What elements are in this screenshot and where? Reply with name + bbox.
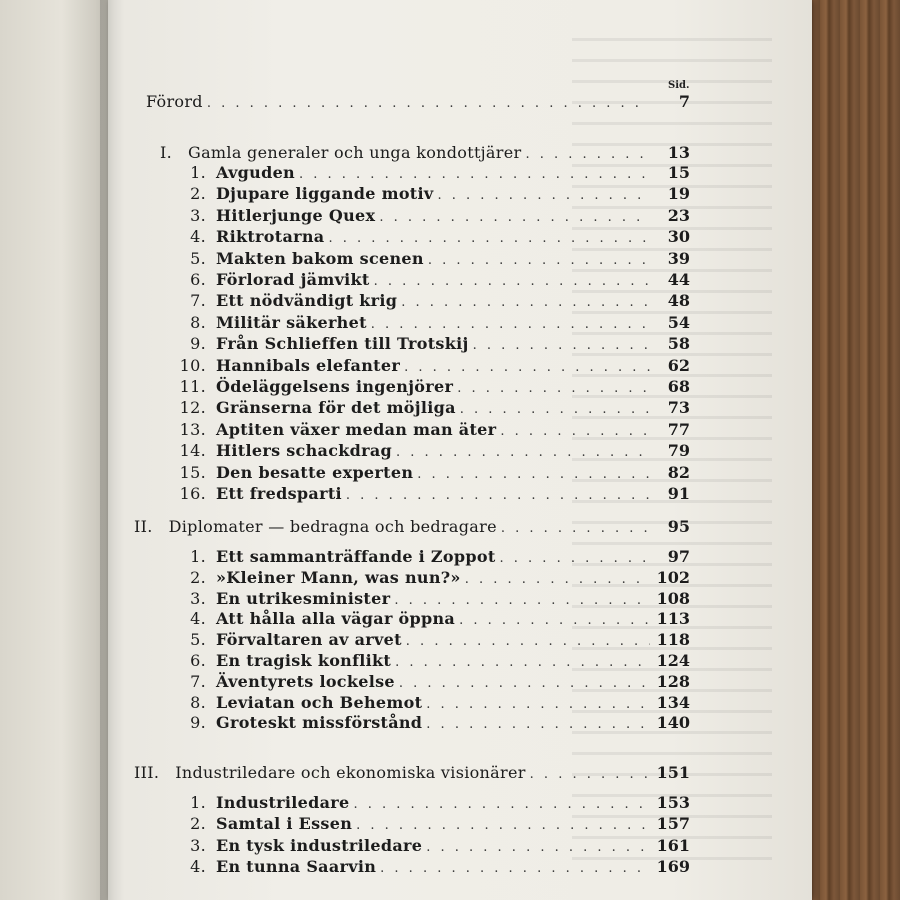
dot-leader	[346, 487, 650, 505]
dot-leader	[530, 766, 650, 784]
chapter-title: Ett fredsparti	[216, 484, 342, 503]
part-numeral: III.	[134, 763, 160, 782]
dot-leader	[417, 466, 650, 484]
page-number: 54	[667, 313, 690, 332]
page-number: 102	[656, 568, 690, 587]
toc-entry	[154, 228, 690, 248]
chapter-number: 3.	[190, 206, 206, 225]
chapter-title: Aptiten växer medan man äter	[216, 420, 497, 439]
toc-entry	[154, 485, 690, 505]
dot-leader	[395, 654, 650, 672]
page-number: 39	[667, 249, 690, 268]
chapter-number: 8.	[190, 313, 206, 332]
dot-leader	[428, 252, 650, 270]
dot-leader	[328, 230, 650, 248]
chapter-title: »Kleiner Mann, was nun?»	[216, 568, 461, 587]
page-column-label: Sid.	[668, 80, 690, 91]
chapter-number: 4.	[190, 227, 206, 246]
dot-leader	[460, 401, 650, 419]
toc-section	[134, 764, 690, 784]
chapter-title: En tragisk konflikt	[216, 651, 392, 670]
chapter-title: Djupare liggande motiv	[216, 184, 434, 203]
dot-leader	[406, 633, 650, 651]
chapter-number: 5.	[190, 630, 206, 649]
chapter-number: 12.	[179, 398, 206, 417]
toc-entry	[154, 794, 690, 814]
dot-leader	[374, 273, 650, 291]
chapter-title: Samtal i Essen	[216, 814, 353, 833]
chapter-number: 2.	[190, 814, 206, 833]
chapter-title: Avguden	[216, 163, 295, 182]
chapter-title: Riktrotarna	[216, 227, 325, 246]
chapter-title: Förvaltaren av arvet	[216, 630, 402, 649]
chapter-title: Militär säkerhet	[216, 313, 367, 332]
dot-leader	[473, 337, 650, 355]
toc-section	[134, 518, 690, 538]
page-number: 161	[656, 836, 690, 855]
part-title: Gamla generaler och unga kondottjärer	[188, 143, 522, 162]
chapter-number: 9.	[190, 713, 206, 732]
chapter-title: Makten bakom scenen	[216, 249, 424, 268]
chapter-title: Den besatte experten	[216, 463, 414, 482]
chapter-number: 1.	[190, 547, 206, 566]
dot-leader	[457, 380, 650, 398]
chapter-title: Groteskt missförstånd	[216, 713, 423, 732]
chapter-title: En tysk industriledare	[216, 836, 423, 855]
left-page-edge	[0, 0, 112, 900]
book-gutter	[100, 0, 124, 900]
dot-leader	[500, 550, 650, 568]
toc-entry	[154, 714, 690, 734]
chapter-title: Äventyrets lockelse	[216, 672, 395, 691]
chapter-title: Att hålla alla vägar öppna	[216, 609, 456, 628]
page-number: 108	[656, 589, 690, 608]
dot-leader	[525, 146, 650, 164]
chapter-title: Leviatan och Behemot	[216, 693, 423, 712]
part-numeral: II.	[134, 517, 153, 536]
page-number: 44	[667, 270, 690, 289]
toc-entry	[154, 569, 690, 589]
page-number: 13	[667, 143, 690, 162]
chapter-number: 7.	[190, 672, 206, 691]
toc-entry	[154, 399, 690, 419]
dot-leader	[404, 359, 650, 377]
toc-entry	[154, 590, 690, 610]
toc-preface	[146, 93, 690, 113]
toc-section	[160, 144, 690, 164]
page-number: 19	[667, 184, 690, 203]
chapter-number: 1.	[190, 163, 206, 182]
page-number: 113	[656, 609, 690, 628]
page-number: 118	[656, 630, 690, 649]
page-number: 157	[656, 814, 690, 833]
toc-entry	[154, 357, 690, 377]
part-title: Förord	[146, 92, 203, 111]
dot-leader	[396, 444, 650, 462]
toc-entry	[154, 694, 690, 714]
page-number: 140	[656, 713, 690, 732]
page-number: 68	[667, 377, 690, 396]
toc-entry	[154, 610, 690, 630]
dot-leader	[371, 316, 650, 334]
page-number: 58	[667, 334, 690, 353]
dot-leader	[394, 592, 650, 610]
chapter-title: En utrikesminister	[216, 589, 391, 608]
dot-leader	[465, 571, 650, 589]
page-number: 62	[667, 356, 690, 375]
dot-leader	[299, 166, 650, 184]
chapter-number: 4.	[190, 609, 206, 628]
chapter-title: Hannibals elefanter	[216, 356, 401, 375]
dot-leader	[459, 612, 650, 630]
chapter-number: 2.	[190, 568, 206, 587]
dot-leader	[500, 423, 650, 441]
dot-leader	[426, 839, 650, 857]
dot-leader	[501, 520, 650, 538]
toc-entry	[154, 652, 690, 672]
chapter-number: 5.	[190, 249, 206, 268]
toc-entry	[154, 464, 690, 484]
toc-entry	[154, 837, 690, 857]
toc-entry	[154, 631, 690, 651]
chapter-number: 2.	[190, 184, 206, 203]
page-number: 97	[667, 547, 690, 566]
dot-leader	[207, 95, 650, 113]
chapter-title: Förlorad jämvikt	[216, 270, 370, 289]
page-number: 77	[667, 420, 690, 439]
page-number: 79	[667, 441, 690, 460]
chapter-number: 11.	[179, 377, 206, 396]
chapter-number: 13.	[179, 420, 206, 439]
toc-entry	[154, 207, 690, 227]
wooden-table	[800, 0, 900, 900]
chapter-title: En tunna Saarvin	[216, 857, 377, 876]
toc-entry	[154, 292, 690, 312]
chapter-title: Hitlers schackdrag	[216, 441, 393, 460]
chapter-number: 14.	[179, 441, 206, 460]
chapter-number: 8.	[190, 693, 206, 712]
page-number: 48	[667, 291, 690, 310]
dot-leader	[380, 860, 650, 878]
table-of-contents	[134, 0, 691, 900]
chapter-number: 3.	[190, 836, 206, 855]
page-number: 134	[656, 693, 690, 712]
page-number: 128	[656, 672, 690, 691]
chapter-title: Hitlerjunge Quex	[216, 206, 376, 225]
chapter-number: 7.	[190, 291, 206, 310]
page-number: 91	[667, 484, 690, 503]
toc-entry	[154, 673, 690, 693]
toc-entry	[154, 335, 690, 355]
chapter-number: 1.	[190, 793, 206, 812]
chapter-number: 6.	[190, 270, 206, 289]
chapter-title: Ett sammanträffande i Zoppot	[216, 547, 496, 566]
part-numeral: I.	[160, 143, 173, 162]
toc-entry	[154, 314, 690, 334]
dot-leader	[353, 796, 650, 814]
toc-entry	[154, 164, 690, 184]
part-title: Industriledare och ekonomiska visionärer	[175, 763, 526, 782]
page-number: 124	[656, 651, 690, 670]
toc-entry	[154, 250, 690, 270]
dot-leader	[356, 817, 650, 835]
dot-leader	[401, 294, 650, 312]
toc-entry	[154, 378, 690, 398]
chapter-number: 9.	[190, 334, 206, 353]
page-number: 82	[667, 463, 690, 482]
chapter-number: 15.	[179, 463, 206, 482]
dot-leader	[437, 187, 650, 205]
chapter-title: Ett nödvändigt krig	[216, 291, 398, 310]
page-number: 73	[667, 398, 690, 417]
dot-leader	[426, 696, 650, 714]
page-number: 151	[656, 763, 690, 782]
toc-entry	[154, 548, 690, 568]
page-number: 7	[678, 92, 690, 111]
page-number: 30	[667, 227, 690, 246]
chapter-number: 4.	[190, 857, 206, 876]
toc-entry	[154, 421, 690, 441]
chapter-title: Från Schlieffen till Trotskij	[216, 334, 469, 353]
toc-entry	[154, 815, 690, 835]
chapter-number: 16.	[179, 484, 206, 503]
chapter-title: Ödeläggelsens ingenjörer	[216, 377, 454, 396]
chapter-title: Industriledare	[216, 793, 350, 812]
part-title: Diplomater — bedragna och bedragare	[168, 517, 497, 536]
page-number: 23	[667, 206, 690, 225]
chapter-number: 10.	[179, 356, 206, 375]
page-number: 169	[656, 857, 690, 876]
toc-entry	[154, 271, 690, 291]
toc-entry	[154, 185, 690, 205]
chapter-number: 6.	[190, 651, 206, 670]
page-number: 95	[667, 517, 690, 536]
chapter-title: Gränserna för det möjliga	[216, 398, 456, 417]
toc-entry	[154, 858, 690, 878]
dot-leader	[379, 209, 650, 227]
dot-leader	[426, 716, 650, 734]
dot-leader	[399, 675, 650, 693]
page-number: 15	[667, 163, 690, 182]
toc-entry	[154, 442, 690, 462]
page-number: 153	[656, 793, 690, 812]
chapter-number: 3.	[190, 589, 206, 608]
